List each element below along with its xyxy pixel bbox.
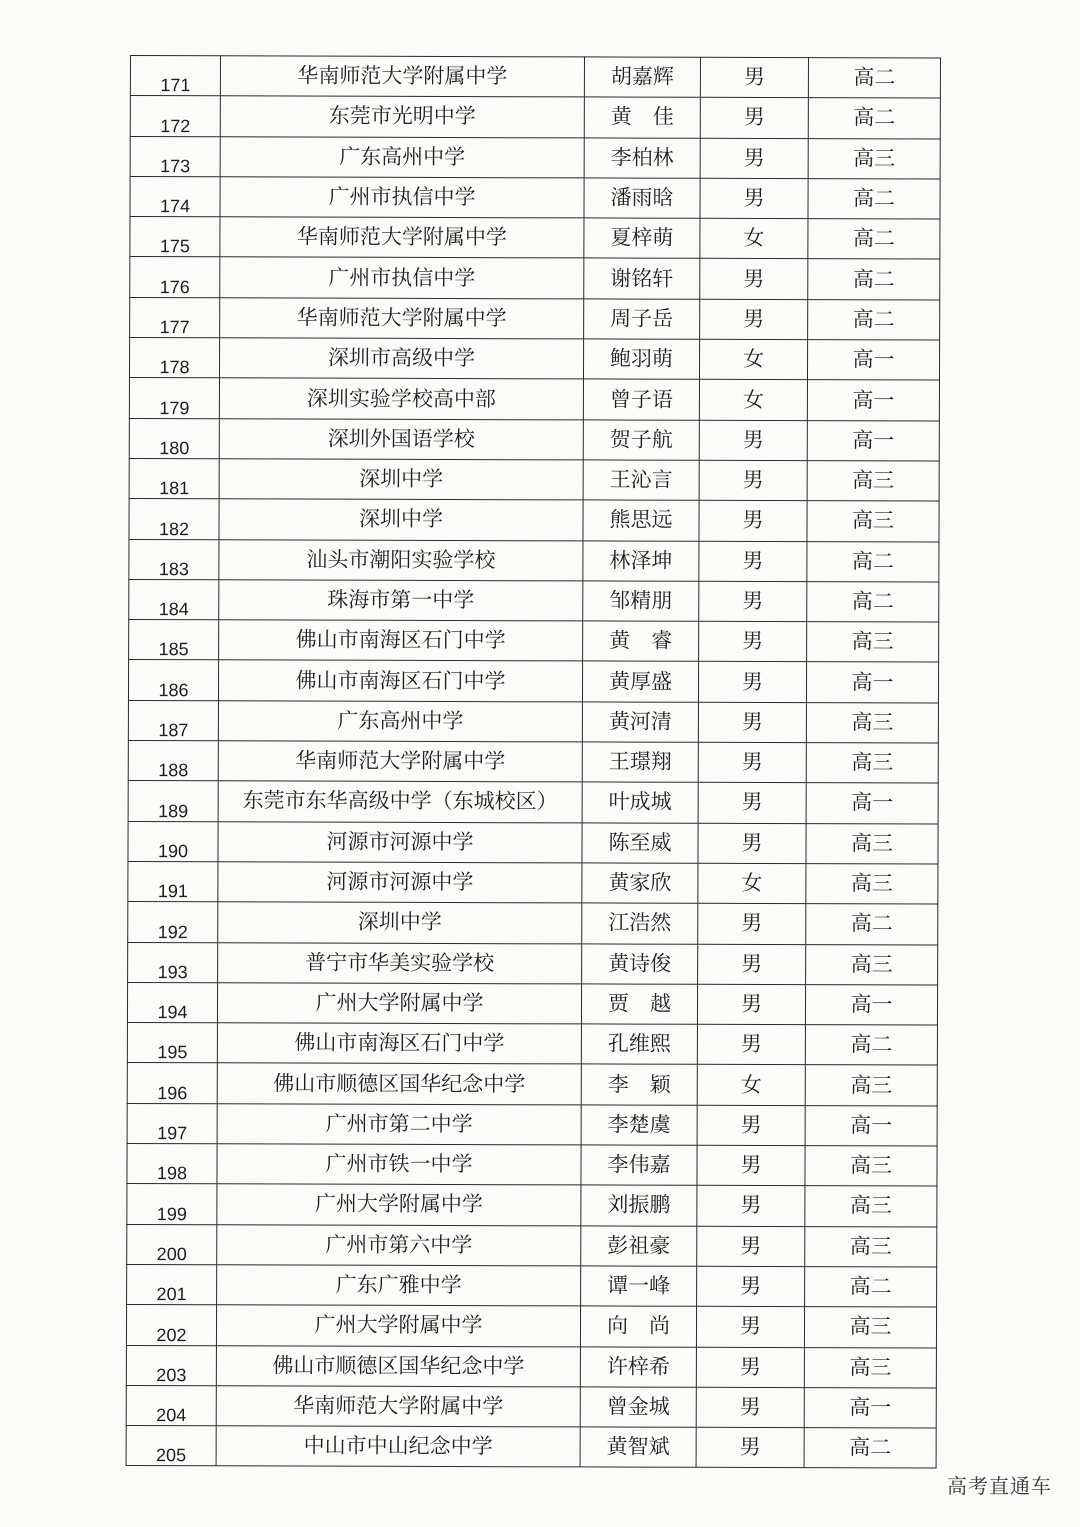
gender-cell: 男	[698, 783, 806, 824]
school-cell: 广州市执信中学	[220, 177, 584, 218]
grade-cell: 高三	[806, 743, 938, 784]
row-number: 195	[127, 1023, 217, 1064]
table-row	[127, 1063, 937, 1106]
grade-cell: 高三	[805, 1186, 937, 1227]
row-number: 193	[128, 942, 218, 983]
table-row	[127, 1184, 937, 1227]
row-number: 189	[128, 781, 218, 822]
grade-cell: 高三	[806, 944, 938, 985]
gender-cell: 女	[699, 380, 807, 421]
school-cell: 河源市河源中学	[218, 862, 582, 903]
school-cell: 普宁市华美实验学校	[218, 942, 582, 983]
grade-cell: 高一	[805, 984, 937, 1025]
table-row	[129, 418, 939, 461]
gender-cell: 女	[697, 1065, 805, 1106]
student-name-cell: 陈至威	[582, 823, 698, 864]
table-row	[126, 1385, 936, 1428]
table-row	[129, 499, 939, 542]
row-number: 185	[129, 620, 219, 661]
gender-cell: 男	[696, 1306, 804, 1347]
grade-cell: 高一	[804, 1387, 936, 1428]
school-cell: 华南师范大学附属中学	[216, 1386, 580, 1427]
school-cell: 深圳市高级中学	[219, 338, 583, 379]
row-number: 187	[128, 700, 218, 741]
school-cell: 华南师范大学附属中学	[220, 217, 584, 258]
grade-cell: 高一	[805, 1105, 937, 1146]
row-number: 188	[128, 741, 218, 782]
grade-cell: 高二	[808, 219, 940, 260]
school-cell: 广州市铁一中学	[217, 1144, 581, 1185]
gender-cell: 男	[697, 984, 805, 1025]
table-row	[127, 1144, 937, 1187]
school-cell: 河源市河源中学	[218, 821, 582, 862]
student-name-cell: 李 颖	[581, 1064, 697, 1105]
student-name-cell: 叶成城	[582, 782, 698, 823]
table-row	[128, 700, 938, 743]
student-name-cell: 黄河清	[582, 702, 698, 743]
grade-cell: 高三	[805, 1226, 937, 1267]
row-number: 181	[129, 458, 219, 499]
student-name-cell: 彭祖豪	[581, 1226, 697, 1267]
gender-cell: 男	[699, 420, 807, 461]
gender-cell: 男	[699, 581, 807, 622]
row-number: 200	[127, 1224, 217, 1265]
table-row	[129, 620, 939, 663]
gender-cell: 男	[700, 98, 808, 139]
table-row	[128, 741, 938, 784]
row-number: 197	[127, 1103, 217, 1144]
table-row	[129, 579, 939, 622]
school-cell: 佛山市南海区石门中学	[219, 620, 583, 661]
table-row	[127, 1103, 937, 1146]
row-number: 199	[127, 1184, 217, 1225]
table-row	[129, 539, 939, 582]
school-cell: 华南师范大学附属中学	[220, 56, 584, 97]
school-cell: 佛山市南海区石门中学	[218, 660, 582, 701]
row-number: 178	[129, 338, 219, 379]
row-number: 174	[130, 176, 220, 217]
school-cell: 深圳中学	[219, 499, 583, 540]
gender-cell: 男	[699, 460, 807, 501]
student-name-cell: 刘振鹏	[581, 1185, 697, 1226]
school-cell: 广州大学附属中学	[216, 1305, 580, 1346]
row-number: 205	[126, 1426, 216, 1467]
student-name-cell: 黄 睿	[583, 621, 699, 662]
row-number: 192	[128, 902, 218, 943]
table-row	[127, 1023, 937, 1066]
school-cell: 佛山市顺德区国华纪念中学	[216, 1345, 580, 1386]
grade-cell: 高二	[808, 179, 940, 220]
grade-cell: 高一	[807, 340, 939, 381]
student-name-cell: 鲍羽萌	[583, 339, 699, 380]
grade-cell: 高一	[807, 380, 939, 421]
school-cell: 深圳外国语学校	[219, 418, 583, 459]
gender-cell: 男	[696, 1347, 804, 1388]
school-cell: 汕头市潮阳实验学校	[219, 539, 583, 580]
school-cell: 东莞市东华高级中学（东城校区）	[218, 781, 582, 822]
gender-cell: 男	[696, 1427, 804, 1468]
row-number: 190	[128, 821, 218, 862]
student-name-cell: 胡嘉辉	[584, 57, 700, 98]
row-number: 196	[127, 1063, 217, 1104]
row-number: 177	[130, 297, 220, 338]
gender-cell: 女	[699, 339, 807, 380]
grade-cell: 高二	[807, 541, 939, 582]
gender-cell: 男	[698, 904, 806, 945]
student-name-cell: 王璟翔	[582, 742, 698, 783]
grade-cell: 高二	[808, 259, 940, 300]
school-cell: 广东广雅中学	[217, 1265, 581, 1306]
grade-cell: 高二	[805, 1025, 937, 1066]
table-row	[129, 378, 939, 421]
row-number: 179	[129, 378, 219, 419]
student-name-cell: 贺子航	[583, 420, 699, 461]
school-cell: 广州大学附属中学	[217, 1184, 581, 1225]
table-row	[130, 96, 940, 139]
gender-cell: 男	[700, 57, 808, 98]
student-name-cell: 江浩然	[582, 903, 698, 944]
row-number: 194	[127, 982, 217, 1023]
gender-cell: 男	[697, 1105, 805, 1146]
student-name-cell: 曾金城	[580, 1387, 696, 1428]
student-name-cell: 夏梓萌	[584, 218, 700, 259]
table-row	[128, 942, 938, 985]
school-cell: 佛山市南海区石门中学	[217, 1023, 581, 1064]
student-name-cell: 王沁言	[583, 460, 699, 501]
table-row	[129, 338, 939, 381]
student-list-table	[126, 55, 941, 1469]
school-cell: 广州市执信中学	[220, 257, 584, 298]
gender-cell: 男	[699, 501, 807, 542]
school-cell: 中山市中山纪念中学	[216, 1426, 580, 1467]
row-number: 176	[130, 257, 220, 298]
student-name-cell: 黄 佳	[584, 97, 700, 138]
gender-cell: 男	[700, 259, 808, 300]
table-row	[128, 861, 938, 904]
gender-cell: 男	[700, 299, 808, 340]
table-row	[126, 1345, 936, 1388]
row-number: 202	[126, 1305, 216, 1346]
table-row	[126, 1426, 936, 1469]
grade-cell: 高二	[806, 904, 938, 945]
school-cell: 华南师范大学附属中学	[220, 298, 584, 339]
gender-cell: 男	[699, 621, 807, 662]
school-cell: 佛山市顺德区国华纪念中学	[217, 1063, 581, 1104]
row-number: 184	[129, 579, 219, 620]
school-cell: 珠海市第一中学	[219, 580, 583, 621]
table-row	[130, 297, 940, 340]
student-name-cell: 李楚虞	[581, 1105, 697, 1146]
gender-cell: 男	[696, 1387, 804, 1428]
table-row	[128, 902, 938, 945]
table-row	[127, 982, 937, 1025]
gender-cell: 男	[698, 662, 806, 703]
grade-cell: 高三	[805, 1146, 937, 1187]
school-cell: 广州大学附属中学	[217, 983, 581, 1024]
grade-cell: 高三	[807, 622, 939, 663]
student-name-cell: 孔维熙	[581, 1024, 697, 1065]
grade-cell: 高二	[804, 1428, 936, 1469]
row-number: 201	[127, 1264, 217, 1305]
student-name-cell: 曾子语	[583, 379, 699, 420]
gender-cell: 男	[700, 138, 808, 179]
grade-cell: 高一	[806, 783, 938, 824]
school-cell: 广州市第六中学	[217, 1224, 581, 1265]
grade-cell: 高一	[806, 662, 938, 703]
row-number: 191	[128, 861, 218, 902]
row-number: 204	[126, 1385, 216, 1426]
gender-cell: 男	[700, 178, 808, 219]
gender-cell: 女	[698, 863, 806, 904]
school-cell: 深圳实验学校高中部	[219, 378, 583, 419]
grade-cell: 高二	[808, 58, 940, 99]
school-cell: 深圳中学	[218, 902, 582, 943]
school-cell: 东莞市光明中学	[220, 96, 584, 137]
student-name-cell: 贾 越	[581, 984, 697, 1025]
table-row	[126, 1305, 936, 1348]
row-number: 203	[126, 1345, 216, 1386]
table-row	[128, 781, 938, 824]
school-cell: 华南师范大学附属中学	[218, 741, 582, 782]
grade-cell: 高三	[805, 1065, 937, 1106]
table-row	[130, 257, 940, 300]
school-cell: 广州市第二中学	[217, 1103, 581, 1144]
student-name-cell: 李柏林	[584, 138, 700, 179]
row-number: 173	[130, 136, 220, 177]
school-cell: 广东高州中学	[218, 701, 582, 742]
row-number: 182	[129, 499, 219, 540]
student-name-cell: 李伟嘉	[581, 1145, 697, 1186]
table-row	[130, 176, 940, 219]
gender-cell: 男	[697, 1145, 805, 1186]
school-cell: 深圳中学	[219, 459, 583, 500]
grade-cell: 高三	[806, 823, 938, 864]
table-row	[130, 136, 940, 179]
student-name-cell: 黄家欣	[582, 863, 698, 904]
grade-cell: 高二	[805, 1267, 937, 1308]
watermark-text: 高考直通车	[947, 1474, 1052, 1498]
table-row	[130, 56, 940, 99]
student-name-cell: 向 尚	[580, 1306, 696, 1347]
row-number: 180	[129, 418, 219, 459]
student-name-cell: 潘雨晗	[584, 178, 700, 219]
student-name-cell: 林泽坤	[583, 540, 699, 581]
gender-cell: 男	[698, 823, 806, 864]
row-number: 171	[130, 56, 220, 97]
grade-cell: 高二	[808, 98, 940, 139]
table-body	[126, 56, 940, 1469]
student-name-cell: 谢铭轩	[584, 258, 700, 299]
grade-cell: 高一	[807, 420, 939, 461]
gender-cell: 男	[699, 541, 807, 582]
student-name-cell: 许梓希	[580, 1346, 696, 1387]
table-row	[127, 1224, 937, 1267]
gender-cell: 男	[698, 944, 806, 985]
grade-cell: 高三	[804, 1307, 936, 1348]
table-row	[128, 660, 938, 703]
table-row	[127, 1264, 937, 1307]
gender-cell: 男	[697, 1226, 805, 1267]
grade-cell: 高三	[807, 501, 939, 542]
table-row	[130, 217, 940, 260]
student-name-cell: 谭一峰	[581, 1266, 697, 1307]
gender-cell: 男	[697, 1024, 805, 1065]
gender-cell: 男	[698, 702, 806, 743]
table-row	[128, 821, 938, 864]
student-name-cell: 黄智斌	[580, 1427, 696, 1468]
student-name-cell: 熊思远	[583, 500, 699, 541]
gender-cell: 女	[700, 218, 808, 259]
gender-cell: 男	[698, 742, 806, 783]
student-name-cell: 周子岳	[584, 299, 700, 340]
grade-cell: 高三	[806, 702, 938, 743]
gender-cell: 男	[697, 1186, 805, 1227]
student-name-cell: 黄诗俊	[582, 943, 698, 984]
grade-cell: 高三	[808, 138, 940, 179]
grade-cell: 高二	[807, 581, 939, 622]
grade-cell: 高三	[807, 461, 939, 502]
student-name-cell: 黄厚盛	[582, 661, 698, 702]
row-number: 172	[130, 96, 220, 137]
row-number: 186	[128, 660, 218, 701]
student-name-cell: 邹精朋	[583, 581, 699, 622]
grade-cell: 高三	[806, 864, 938, 905]
grade-cell: 高三	[804, 1347, 936, 1388]
row-number: 198	[127, 1144, 217, 1185]
school-cell: 广东高州中学	[220, 136, 584, 177]
grade-cell: 高二	[808, 299, 940, 340]
gender-cell: 男	[697, 1266, 805, 1307]
row-number: 175	[130, 217, 220, 258]
row-number: 183	[129, 539, 219, 580]
table-row	[129, 458, 939, 501]
